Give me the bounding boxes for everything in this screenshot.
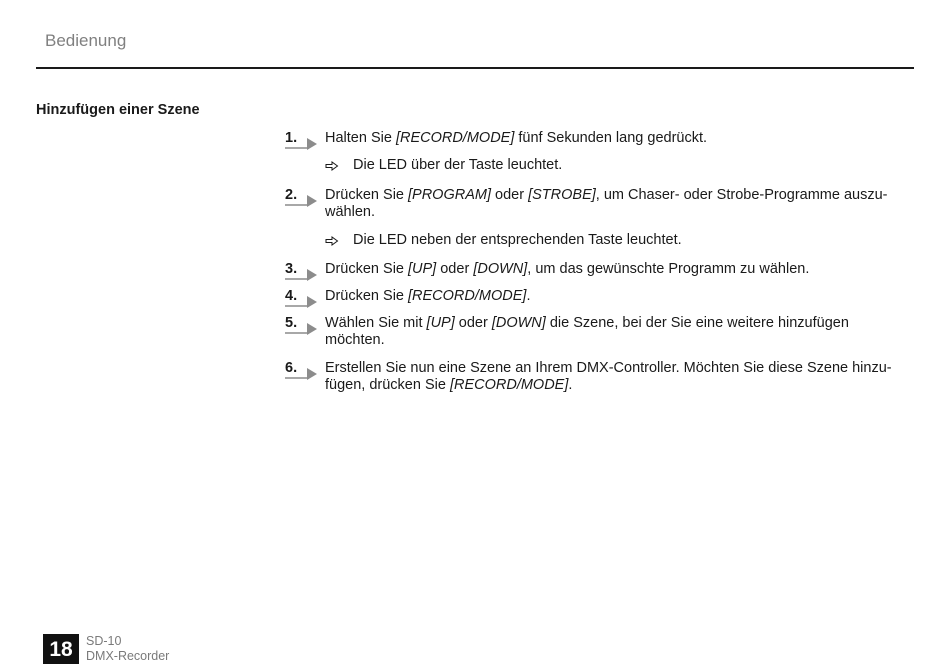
step-text: Drücken Sie [PROGRAM] oder [STROBE], um Chaser- oder Strobe-Programme auszu- wählen. bbox=[325, 187, 888, 220]
step-arrow-icon bbox=[307, 138, 317, 150]
step-arrow-icon bbox=[307, 368, 317, 380]
step-underline bbox=[285, 377, 309, 379]
step-number: 2. bbox=[285, 187, 298, 203]
step-text: Drücken Sie [RECORD/MODE]. bbox=[325, 288, 531, 304]
header-title: Bedienung bbox=[45, 31, 127, 50]
step-number-badge bbox=[285, 288, 317, 308]
step-text: Drücken Sie [UP] oder [DOWN], um das gewünschte Programm zu wählen. bbox=[325, 261, 810, 277]
step-underline bbox=[285, 147, 309, 149]
footer-product-info bbox=[86, 634, 169, 664]
footer-product-name: DMX-Recorder bbox=[86, 649, 170, 663]
step-number-badge bbox=[285, 315, 317, 335]
step-text: Wählen Sie mit [UP] oder [DOWN] die Szene, bei der Sie eine weitere hinzufügen möchten. bbox=[325, 315, 849, 348]
key-name: [RECORD/MODE] bbox=[449, 377, 569, 393]
key-name: [DOWN] bbox=[473, 261, 528, 277]
step-number: 1. bbox=[285, 130, 298, 146]
step-number: 5. bbox=[285, 315, 298, 331]
step-number-badge bbox=[285, 187, 317, 207]
key-name: [PROGRAM] bbox=[408, 187, 491, 203]
step-text: Halten Sie [RECORD/MODE] fünf Sekunden lang gedrückt. bbox=[325, 130, 708, 146]
key-name: [STROBE] bbox=[528, 187, 596, 203]
result-text: Die LED über der Taste leuchtet. bbox=[353, 157, 563, 173]
step-number: 3. bbox=[285, 261, 298, 277]
result-text: Die LED neben der entsprechenden Taste leuchtet. bbox=[353, 232, 682, 248]
step-arrow-icon bbox=[307, 296, 317, 308]
result-arrow-icon bbox=[325, 236, 339, 246]
step-arrow-icon bbox=[307, 323, 317, 335]
key-name: [DOWN] bbox=[491, 315, 546, 331]
key-name: [UP] bbox=[408, 261, 437, 277]
header-divider bbox=[36, 67, 914, 69]
step-arrow-icon bbox=[307, 269, 317, 281]
step-arrow-icon bbox=[307, 195, 317, 207]
page-number-badge: 18 bbox=[43, 634, 79, 664]
step-number-badge bbox=[285, 130, 317, 150]
step-number-badge bbox=[285, 360, 317, 380]
step-underline bbox=[285, 332, 309, 334]
step-underline bbox=[285, 305, 309, 307]
footer-model: SD-10 bbox=[86, 634, 122, 648]
key-name: [RECORD/MODE] bbox=[395, 130, 515, 146]
key-name: [UP] bbox=[426, 315, 455, 331]
step-number: 6. bbox=[285, 360, 298, 376]
step-text: Erstellen Sie nun eine Szene an Ihrem DMX-Controller. Möchten Sie diese Szene hinzu- fügen, drücken Sie [RECORD/MODE]. bbox=[325, 360, 892, 393]
result-arrow-icon bbox=[325, 161, 339, 171]
key-name: [RECORD/MODE] bbox=[408, 288, 527, 304]
section-heading: Hinzufügen einer Szene bbox=[36, 102, 200, 118]
step-underline bbox=[285, 204, 309, 206]
step-underline bbox=[285, 278, 309, 280]
step-number-badge bbox=[285, 261, 317, 281]
step-number: 4. bbox=[285, 288, 298, 304]
